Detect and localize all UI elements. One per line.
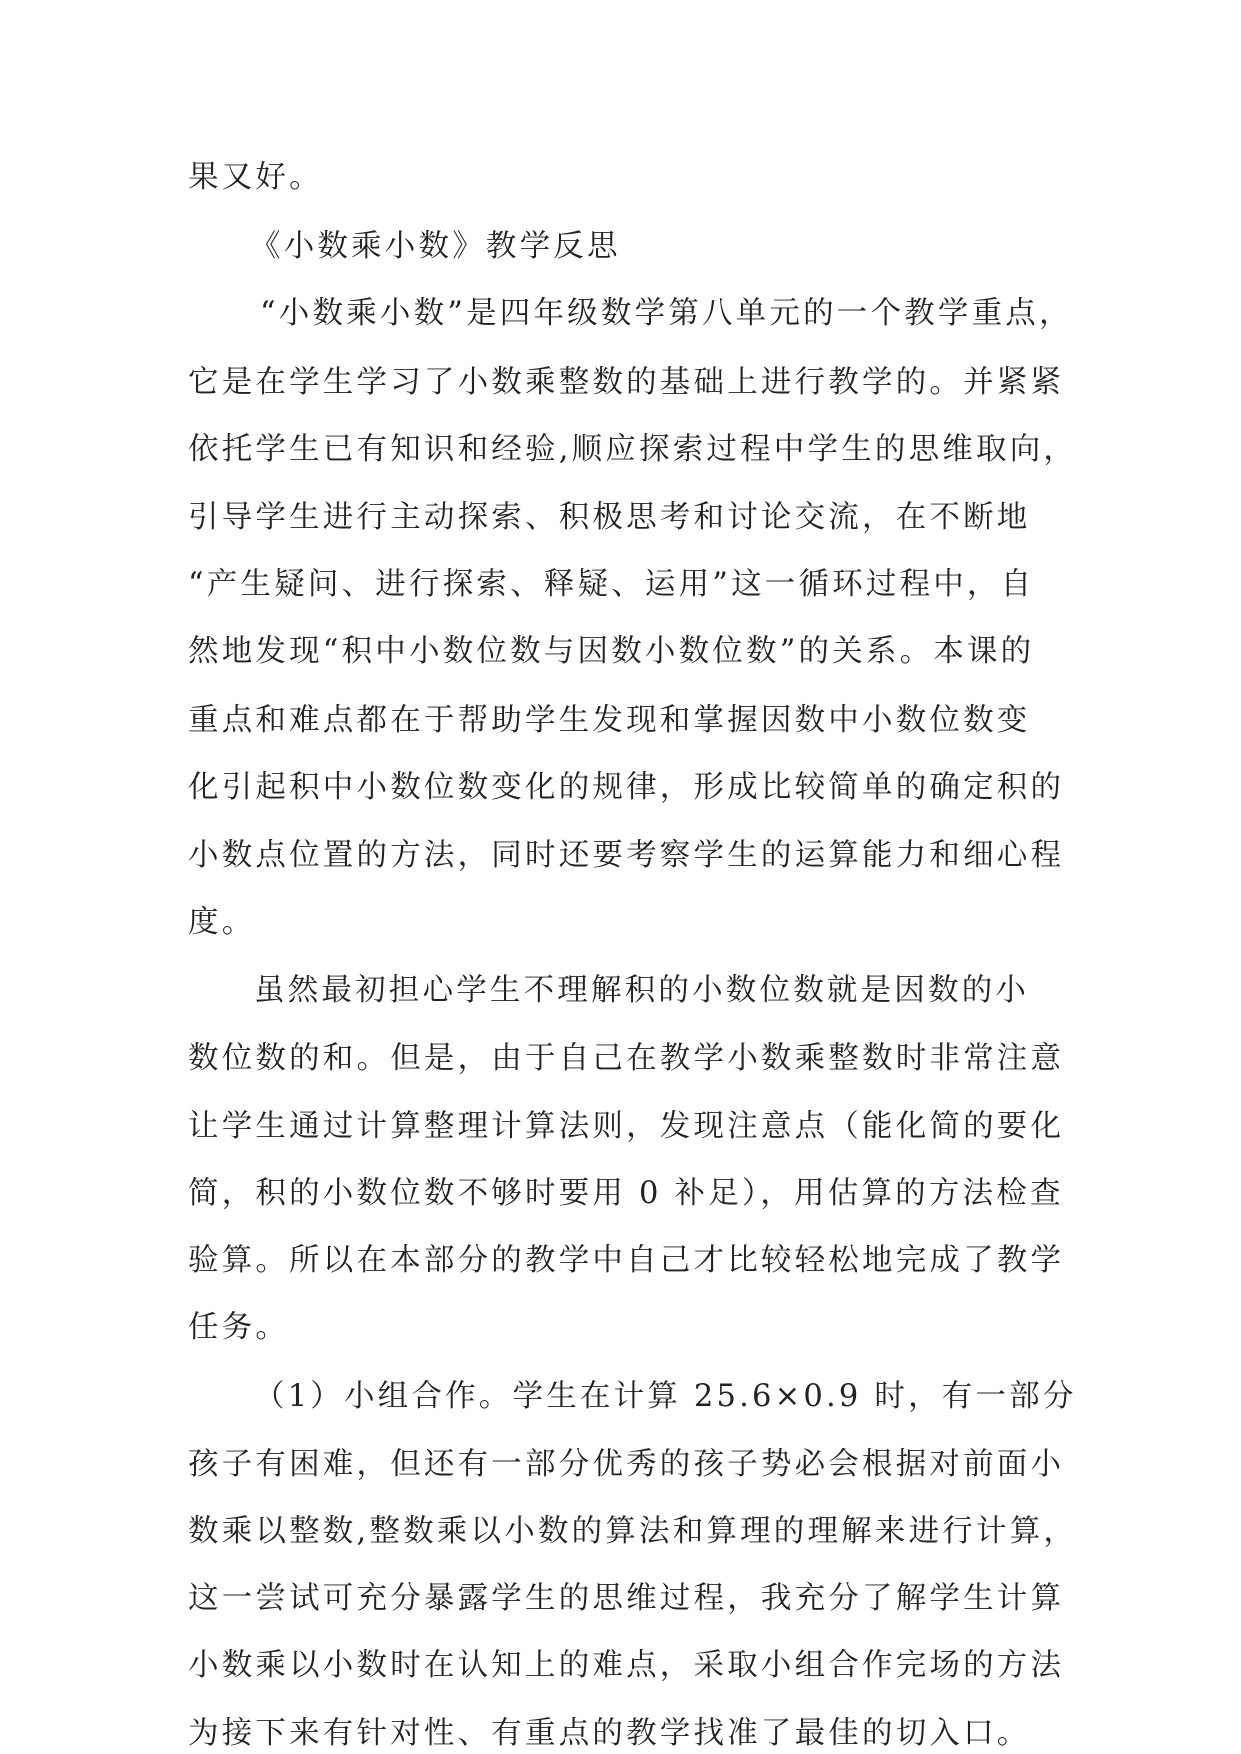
text-line: “小数乘小数”是四年级数学第八单元的一个教学重点， <box>260 296 1073 331</box>
section-title: 《小数乘小数》教学反思 <box>250 229 621 264</box>
text-line: 重点和难点都在于帮助学生发现和掌握因数中小数位数变 <box>188 703 1031 738</box>
text-line: 依托学生已有知识和经验,顺应探索过程中学生的思维取向， <box>188 432 1078 467</box>
text-line: （1）小组合作。学生在计算 25.6×0.9 时，有一部分 <box>254 1379 1077 1414</box>
text-line: 数位数的和。但是，由于自己在教学小数乘整数时非常注意 <box>188 1041 1065 1076</box>
text-line: 为接下来有针对性、有重点的教学找准了最佳的切入口。 <box>188 1716 1031 1751</box>
text-line: 它是在学生学习了小数乘整数的基础上进行教学的。并紧紧 <box>188 365 1065 400</box>
text-line: 然地发现“积中小数位数与因数小数位数”的关系。本课的 <box>188 634 1035 669</box>
text-line: 小数乘以小数时在认知上的难点，采取小组合作完场的方法 <box>188 1648 1065 1683</box>
text-line: 虽然最初担心学生不理解积的小数位数就是因数的小 <box>254 973 1030 1008</box>
text-line: 验算。所以在本部分的教学中自己才比较轻松地完成了教学 <box>188 1243 1065 1278</box>
text-line: 小数点位置的方法，同时还要考察学生的运算能力和细心程 <box>188 838 1065 873</box>
text-line: 数乘以整数,整数乘以小数的算法和算理的理解来进行计算， <box>188 1514 1078 1549</box>
text-line: 度。 <box>188 905 256 940</box>
text-line: 化引起积中小数位数变化的规律，形成比较简单的确定积的 <box>188 770 1065 805</box>
text-line: 这一尝试可充分暴露学生的思维过程，我充分了解学生计算 <box>188 1581 1065 1616</box>
text-line: 引导学生进行主动探索、积极思考和讨论交流，在不断地 <box>188 500 1031 535</box>
text-line: 果又好。 <box>188 160 323 195</box>
text-line: 让学生通过计算整理计算法则，发现注意点（能化简的要化 <box>188 1109 1065 1144</box>
text-line: 孩子有困难，但还有一部分优秀的孩子势必会根据对前面小 <box>188 1447 1065 1482</box>
text-line: 任务。 <box>188 1310 290 1345</box>
text-line: 简，积的小数位数不够时要用 0 补足），用估算的方法检查 <box>188 1176 1064 1211</box>
text-line: “产生疑问、进行探索、释疑、运用”这一循环过程中，自 <box>188 567 1035 602</box>
